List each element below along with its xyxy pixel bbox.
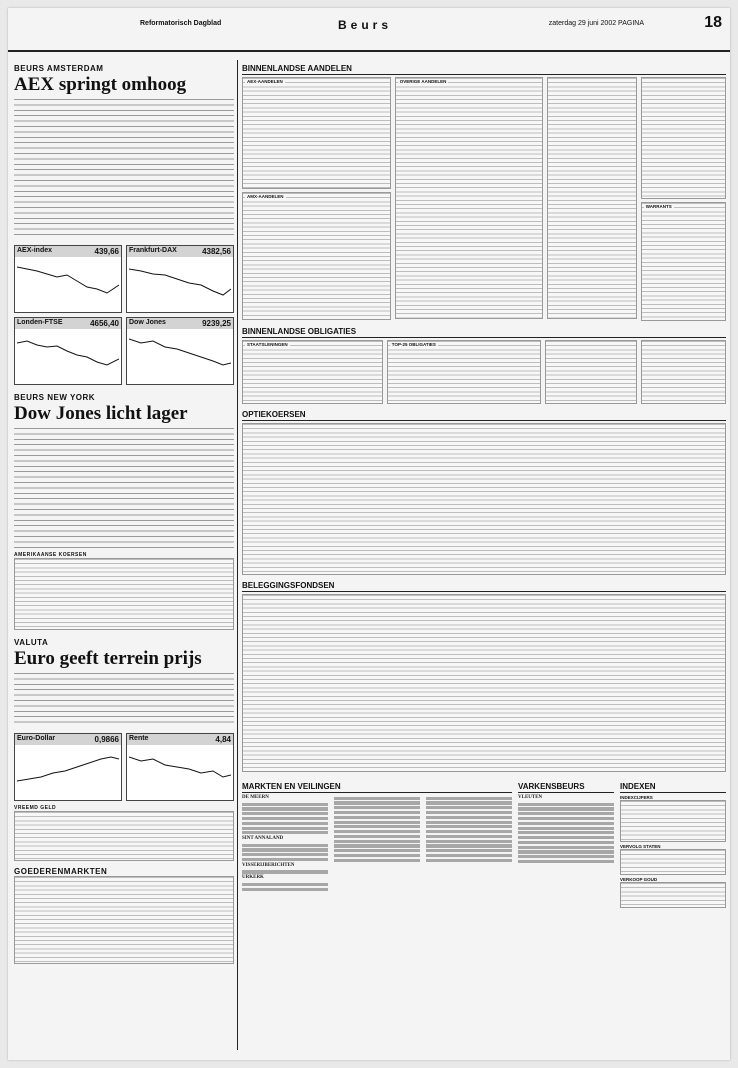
chart-rente-value: 4,84	[215, 735, 231, 744]
indexcijfers-title: INDEXCIJFERS	[620, 795, 653, 800]
markets-columns	[242, 795, 512, 892]
other-stocks-table	[395, 77, 544, 319]
newspaper-page	[8, 8, 730, 1060]
varkensbeurs-lead: VLEUTEN	[518, 795, 543, 800]
beleggingsfondsen-title: BELEGGINGSFONDSEN	[242, 581, 726, 592]
chart-rente-name: Rente	[129, 735, 149, 742]
bonds-row	[242, 340, 726, 404]
chart-aex-value: 439,66	[94, 247, 119, 256]
chart-dax	[126, 245, 234, 313]
state-loans-label: STAATSLENINGEN	[247, 342, 288, 347]
chart-ftse-name: Londen-FTSE	[17, 319, 63, 326]
extra-stocks-table	[641, 77, 726, 199]
vervolg-staten-table	[620, 849, 726, 875]
indexen-block	[620, 778, 726, 908]
market-item-urkerk: URKERK	[242, 875, 264, 881]
column-rule	[237, 60, 238, 1050]
chart-rente	[126, 733, 234, 801]
markets-title: MARKTEN EN VEILINGEN	[242, 782, 512, 793]
top25-table	[387, 340, 542, 404]
other-stocks-table-2	[547, 77, 636, 319]
warrants-column	[641, 77, 726, 321]
section-title: Beurs	[338, 18, 393, 32]
fx-table	[14, 811, 234, 861]
top25-label: TOP-25 OBLIGATIES	[391, 342, 436, 347]
article-newyork-body	[14, 428, 234, 548]
varkensbeurs-title: VARKENSBEURS	[518, 782, 614, 793]
warrants-label: WARRANTS	[645, 204, 672, 209]
binnenlandse-aandelen-title: BINNENLANDSE AANDELEN	[242, 64, 726, 75]
chart-dowjones-value: 9239,25	[202, 319, 231, 328]
vervolg-staten-title: VERVOLG STATEN	[620, 844, 661, 849]
stocks-row	[242, 77, 726, 321]
chart-dowjones-name: Dow Jones	[129, 319, 166, 326]
aex-stocks-label: AEX-AANDELEN	[247, 79, 283, 84]
chart-ftse	[14, 317, 122, 385]
issue-date: zaterdag 29 juni 2002 PAGINA	[548, 20, 644, 27]
chart-aex	[14, 245, 122, 313]
verkoop-goud-title: VERKOOP GOUD	[620, 877, 658, 882]
goods-title: GOEDERENMARKTEN	[14, 867, 108, 876]
chart-eurodollar-name: Euro-Dollar	[17, 735, 56, 742]
verkoop-goud-table	[620, 882, 726, 908]
amx-stocks-table	[242, 192, 391, 320]
american-quotes-table	[14, 558, 234, 630]
paper-name: Reformatorisch Dagblad	[140, 20, 222, 27]
page-number: 18	[704, 14, 722, 31]
chart-ftse-line	[17, 331, 119, 375]
varkensbeurs-text	[518, 795, 614, 863]
chart-eurodollar	[14, 733, 122, 801]
other-stocks-column	[395, 77, 544, 321]
chart-dax-name: Frankfurt-DAX	[129, 247, 177, 254]
indexen-title: INDEXEN	[620, 782, 726, 793]
main-area	[242, 60, 726, 908]
other-stocks-label: OVERIGE AANDELEN	[399, 79, 447, 84]
market-item-sint-annaland: SINT ANNALAND	[242, 836, 284, 842]
state-loans-table	[242, 340, 383, 404]
market-column-2	[334, 795, 420, 892]
varkensbeurs-block	[518, 778, 614, 908]
other-stocks-column-2	[547, 77, 636, 321]
kicker-newyork: BEURS NEW YORK	[14, 393, 96, 402]
article-amsterdam-body	[14, 99, 234, 239]
fx-table-title: VREEMD GELD	[14, 805, 57, 811]
chart-dowjones	[126, 317, 234, 385]
chart-aex-line	[17, 259, 119, 303]
market-column-1	[242, 795, 328, 892]
aex-stocks-table	[242, 77, 391, 189]
kicker-amsterdam: BEURS AMSTERDAM	[14, 64, 104, 73]
chart-eurodollar-line	[17, 747, 119, 791]
indexcijfers-table	[620, 800, 726, 842]
obligaties-title: BINNENLANDSE OBLIGATIES	[242, 327, 726, 338]
amx-stocks-label: AMX-AANDELEN	[247, 194, 284, 199]
market-column-3	[426, 795, 512, 892]
goods-table	[14, 876, 234, 964]
options-table	[242, 423, 726, 575]
bonds-extra-table	[545, 340, 636, 404]
headline-valuta: Euro geeft terrein prijs	[14, 648, 202, 669]
chart-eurodollar-value: 0,9866	[94, 735, 119, 744]
market-item-visserij: VISSERIJBERICHTEN	[242, 862, 295, 868]
chart-dax-line	[129, 259, 231, 303]
funds-table	[242, 594, 726, 772]
article-valuta-body	[14, 673, 234, 727]
chart-rente-line	[129, 747, 231, 791]
market-item-de-meern: DE MEERN	[242, 795, 269, 800]
bonds-notes	[641, 340, 726, 404]
headline-amsterdam: AEX springt omhoog	[14, 74, 187, 95]
index-charts	[14, 245, 234, 385]
chart-dowjones-line	[129, 331, 231, 375]
markets-block	[242, 778, 512, 908]
warrants-table	[641, 202, 726, 321]
optiekoersen-title: OPTIEKOERSEN	[242, 410, 726, 421]
kicker-valuta: VALUTA	[14, 638, 49, 647]
left-column	[14, 60, 234, 964]
masthead	[8, 8, 730, 52]
american-quotes-title: AMERIKAANSE KOERSEN	[14, 552, 87, 558]
headline-newyork: Dow Jones licht lager	[14, 403, 188, 424]
bottom-row	[242, 778, 726, 908]
chart-aex-name: AEX-index	[17, 247, 53, 254]
aex-amx-column	[242, 77, 391, 321]
chart-ftse-value: 4656,40	[90, 319, 119, 328]
chart-dax-value: 4382,56	[202, 247, 231, 256]
fx-charts	[14, 733, 234, 801]
